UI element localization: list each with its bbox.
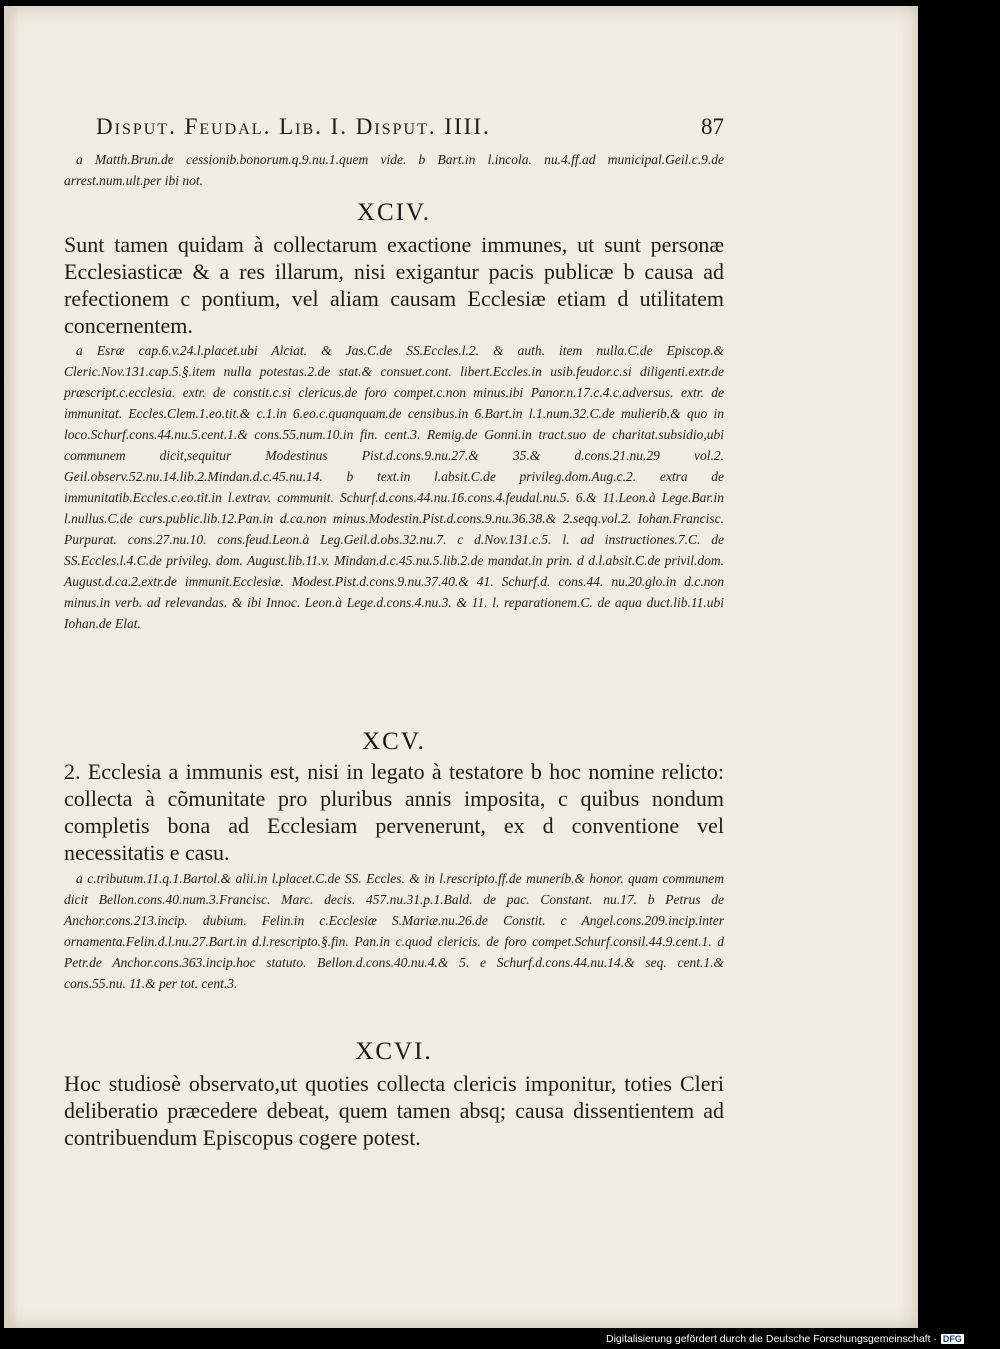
section-heading-xcvi: XCVI. bbox=[355, 1038, 433, 1065]
section-text-xcvi: Hoc studiosè observato,ut quoties collecta clericis imponitur, toties Cleri deliberatio præcedere debeat, quem tamen absq; causa dissentientem ad contribuendum Episcopus cogere potest. bbox=[64, 1071, 724, 1150]
footnotes-top: a Matth.Brun.de cessionib.bonorum.q.9.nu.1.quem vide. b Bart.in l.incola. nu.4.ff.ad municipal.Geil.c.9.de arrest.num.ult.per ibi not. bbox=[64, 152, 724, 188]
credit-text: Digitalisierung gefördert durch die Deutsche Forschungsgemeinschaft · bbox=[606, 1333, 937, 1345]
section-heading-xcv: XCV. bbox=[362, 728, 426, 755]
dfg-logo: DFG bbox=[942, 1334, 962, 1344]
section-heading-xciv: XCIV. bbox=[356, 199, 432, 226]
footnotes-xcv: a c.tributum.11.q.1.Bartol.& alii.in l.placet.C.de SS. Eccles. & in l.rescripto.ff.de muneríb.& honor. quam communem dicit Bellon.cons.40.num.3.Francisc. Marc. decis. 457.nu.31.p.1.Bald. de pac. Constant. nu.17. b Petrus de Anchor.cons.213.incip. dubium. Felin.in c.Ecclesiæ S.Mariæ.nu.26.de Constit. c Angel.cons.209.incip.inter ornamenta.Felin.d.l.nu.27.Bart.in d.l.rescripto.§.fin. Pan.in c.quod clericis. de foro compet.Schurf.consil.44.9.cent.1. d Petr.de Anchor.cons.363.incip.hoc statuto. Bellon.d.cons.40.nu.4.& 5. e Schurf.d.cons.44.nu.14.& seq. cent.1.& cons.55.nu. 11.& per tot. cent.3. bbox=[64, 871, 724, 991]
running-head-title: Disput. Feudal. Lib. I. Disput. IIII. bbox=[96, 114, 491, 139]
running-head bbox=[96, 114, 724, 140]
page-number: 87 bbox=[701, 114, 724, 139]
page-gutter-shadow bbox=[4, 6, 18, 1328]
digitization-credit bbox=[606, 1333, 964, 1345]
footnotes-xciv: a Esræ cap.6.v.24.l.placet.ubi Alciat. & Jas.C.de SS.Eccles.l.2. & auth. item nulla.C.de Episcop.& Cleric.Nov.131.cap.5.§.item nulla potestas.2.de stat.& consuet.cont. libert.Eccles.in usib.feudor.c.si diligenti.extr.de præscript.c.ecclesia. extr. de constit.c.si clericus.de foro compet.c.non minus.ibi Panor.n.17.c.4.c.adversus. extr. de immunitat. Eccles.Clem.1.eo.tit.& c.1.in 6.eo.c.quanquam.de censibus.in 6.Bart.in l.1.num.32.C.de mulierib.& quo in loco.Schurf.cons.44.nu.5.cent.1.& cons.55.num.10.in fin. cent.3. Remig.de Gonni.in tract.suo de charitat.subsidio,ubi communem dicit,sequitur Modestinus Pist.d.cons.9.nu.27.& 35.& d.cons.21.nu.29 vol.2. Geil.observ.52.nu.14.lib.2.Mindan.d.c.45.nu.14. b text.in l.absit.C.de privileg.dom.Aug.c.2. extra de immunitatib.Eccles.c.eo.tit.in l.extrav. communit. Schurf.d.cons.44.nu.16.cons.4.feudal.nu.5. 6.& 11.Leon.à Lege.Bar.in l.nullus.C.de curs.public.lib.12.Pan.in d.ca.non minus.Modestin.Pist.d.cons.9.nu.36.38.& 2.seqq.vol.2. Iohan.Francisc. Purpurat. cons.27.nu.10. cons.feud.Leon.à Leg.Geil.d.obs.32.nu.7. c d.Nov.131.c.5. l. ad instructiones.7.C. de SS.Eccles.l.4.C.de privileg. dom. August.lib.11.v. Mindan.d.c.45.nu.5.lib.2.de mandat.in prin. d d.l.absit.C.de privil.dom. August.d.ca.2.extr.de immunit.Ecclesiæ. Modest.Pist.d.cons.9.nu.37.40.& 41. Schurf.d. cons.44. nu.20.glo.in d.c.non minus.in verb. ad relevandas. & ibi Innoc. Leon.à Lege.d.cons.4.nu.3. & 11. l. reparationem.C. de aqua duct.lib.11.ubi Iohan.de Elat. bbox=[64, 343, 724, 631]
section-text-xcv: 2. Ecclesia a immunis est, nisi in legato à testatore b hoc nomine relicto: collecta à cõmunitate pro pluribus annis imposita, c quibus nondum completis bona ad Ecclesiam pervenerunt, ex d conventione vel necessitatis e casu. bbox=[64, 759, 724, 865]
section-text-xciv: Sunt tamen quidam à collectarum exactione immunes, ut sunt personæ Ecclesiasticæ & a res illarum, nisi exigantur pacis publicæ b causa ad refectionem c pontium, vel aliam causam Ecclesiæ etiam d utilitatem concernentem. bbox=[64, 232, 724, 338]
